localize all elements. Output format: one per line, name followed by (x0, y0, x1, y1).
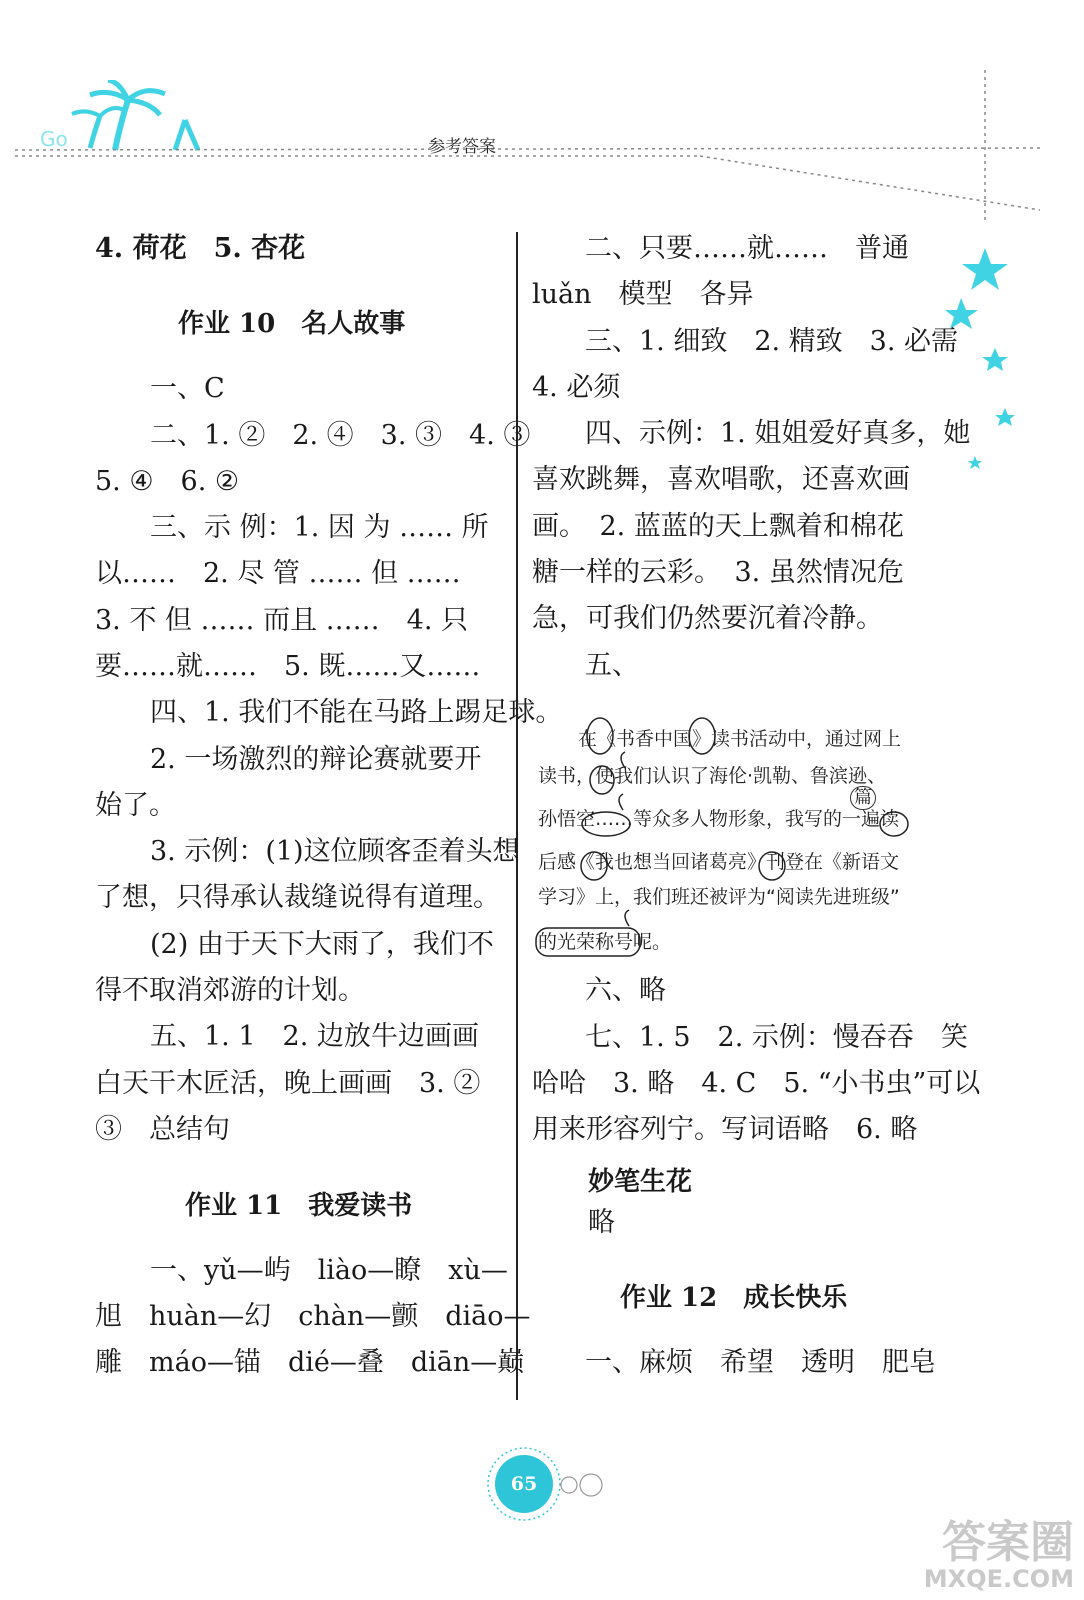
answer-line: 3. 示例：(1)这位顾客歪着头想 (150, 836, 520, 867)
answer-line: 急，可我们仍然要沉着冷静。 (532, 603, 883, 634)
answer-line: 四、示例：1. 姐姐爱好真多，她 (585, 418, 971, 449)
header-title: 参考答案 (428, 137, 496, 157)
answer-line: 哈哈 3. 略 4. C 5. “小书虫”可以 (532, 1068, 981, 1099)
section-heading: 作业 10 名人故事 (178, 309, 406, 339)
answer-line: 了想，只得承认裁缝说得有道理。 (95, 882, 500, 913)
answer-line: 五、1. 1 2. 边放牛边画画 (150, 1021, 479, 1052)
answer-line: 白天干木匠活，晚上画画 3. ② (95, 1068, 481, 1099)
answer-line: 以…… 2. 尽 管 …… 但 …… (95, 558, 461, 589)
answer-line: 4. 必须 (532, 372, 621, 403)
watermark-title: 答案圈 (942, 1517, 1074, 1568)
watermark-logo (923, 1517, 1074, 1593)
passage-line: 孙悟空……等众多人物形象，我写的一遍读 (538, 808, 900, 830)
column-divider (516, 232, 518, 1400)
answer-line: 旭 huàn—幻 chàn—颤 diāo— (95, 1301, 531, 1332)
answer-line: 略 (588, 1207, 615, 1238)
passage-line: 学习》上，我们班还被评为“阅读先进班级” (538, 886, 900, 908)
answer-line: 画。 2. 蓝蓝的天上飘着和棉花 (532, 511, 904, 542)
answer-line: 七、1. 5 2. 示例：慢吞吞 笑 (585, 1022, 968, 1053)
svg-text:Go: Go (40, 127, 68, 151)
answer-line: 始了。 (95, 790, 176, 821)
section-heading: 作业 11 我爱读书 (185, 1191, 413, 1221)
passage-line: 的光荣称号呢。 (538, 931, 672, 953)
answer-line: 四、1. 我们不能在马路上踢足球。 (150, 697, 563, 728)
answer-line: 一、C (150, 373, 225, 404)
answer-line: 5. ④ 6. ② (95, 466, 240, 497)
answer-line: 二、1. ② 2. ④ 3. ③ 4. ③ (150, 420, 531, 451)
answer-line: (2) 由于天下大雨了，我们不 (150, 929, 494, 960)
answer-line: 雕 máo—锚 dié—叠 diān—巅 (95, 1347, 525, 1378)
proofreading-marks (530, 690, 990, 970)
answer-line: 得不取消郊游的计划。 (95, 975, 365, 1006)
answer-line: 4. 荷花 5. 杏花 (95, 233, 306, 264)
section-heading: 妙笔生花 (588, 1167, 693, 1197)
insert-mark: 篇 (850, 786, 876, 810)
answer-line: 一、yǔ—屿 liào—瞭 xù— (150, 1255, 508, 1286)
answer-line: 2. 一场激烈的辩论赛就要开 (150, 744, 482, 775)
answer-line: 三、1. 细致 2. 精致 3. 必需 (585, 326, 959, 357)
answer-line: 六、略 (585, 975, 666, 1006)
answer-line: 3. 不 但 …… 而且 …… 4. 只 (95, 605, 469, 636)
answer-line: 五、 (585, 650, 639, 681)
section-heading: 作业 12 成长快乐 (620, 1283, 848, 1313)
answer-line: 三、示 例：1. 因 为 …… 所 (150, 512, 489, 543)
answer-line: 喜欢跳舞，喜欢唱歌，还喜欢画 (532, 464, 910, 495)
answer-line: luǎn 模型 各异 (532, 279, 754, 310)
answer-line: 糖一样的云彩。 3. 虽然情况危 (532, 557, 904, 588)
page-number: 65 (495, 1455, 553, 1513)
page-number-dots (485, 1445, 615, 1525)
answer-line: 一、麻烦 希望 透明 肥皂 (585, 1347, 936, 1378)
answer-line: 要……就…… 5. 既……又…… (95, 651, 481, 682)
answer-line: 二、只要……就…… 普通 (585, 233, 909, 264)
answer-line: 用来形容列宁。写词语略 6. 略 (532, 1114, 918, 1145)
header-dotted-line (0, 60, 1084, 220)
answer-line: ③ 总结句 (95, 1114, 230, 1145)
passage-line: 后感《我也想当回诸葛亮》刊登在《新语文 (538, 851, 900, 873)
watermark-url: MXQE.COM (923, 1565, 1074, 1593)
passage-line: 在《书香中国》读书活动中，通过网上 (578, 728, 902, 750)
passage-line: 读书，使我们认识了海伦·凯勒、鲁滨逊、 (538, 765, 887, 787)
